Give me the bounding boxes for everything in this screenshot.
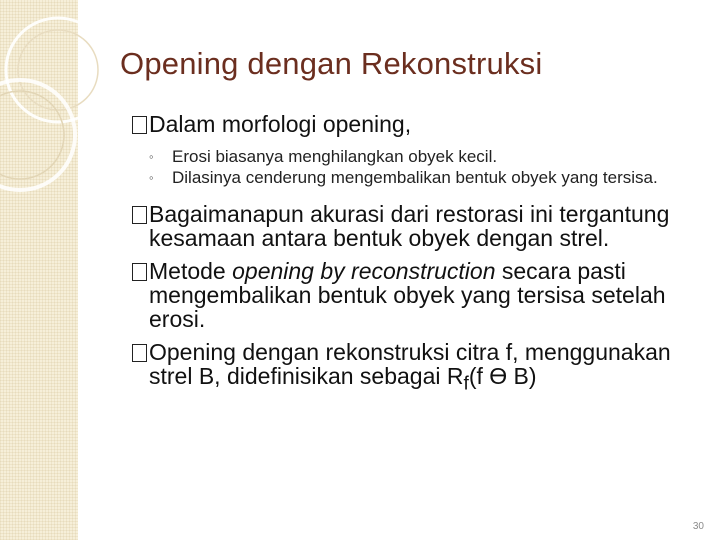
bullet-text-italic: opening by reconstruction xyxy=(232,258,496,284)
sub-bullet-list xyxy=(132,146,692,188)
bullet-box-icon xyxy=(132,206,147,224)
bullet-subscript: f xyxy=(463,373,469,395)
circle-bullet-icon: ◦ xyxy=(149,170,154,185)
sub-bullet-text: Erosi biasanya menghilangkan obyek kecil. xyxy=(172,147,498,166)
bullet-text: Dalam morfologi opening, xyxy=(149,111,412,137)
sub-bullet-text: Dilasinya cenderung mengembalikan bentuk obyek yang tersisa. xyxy=(172,168,658,187)
bullet-text-after: secara pasti mengembalikan bentuk obyek yang tersisa setelah erosi. xyxy=(149,258,666,332)
circle-bullet-icon: ◦ xyxy=(149,149,154,164)
bullet-box-icon xyxy=(132,344,147,362)
bullet-text-main: Opening dengan rekonstruksi citra f, menggunakan strel B, didefinisikan sebagai R xyxy=(149,339,671,389)
bullet-box-icon xyxy=(132,263,147,281)
sub-bullet-dilasi xyxy=(132,167,692,188)
bullet-text-before: Metode xyxy=(149,258,233,284)
slide-content xyxy=(132,112,692,406)
slide-title: Opening dengan Rekonstruksi xyxy=(120,46,543,81)
sub-bullet-erosi xyxy=(132,146,692,167)
page-number: 30 xyxy=(692,521,704,532)
bullet-text-end: (f Ɵ B) xyxy=(468,363,537,389)
bullet-text: Bagaimanapun akurasi dari restorasi ini tergantung kesamaan antara bentuk obyek dengan strel. xyxy=(149,201,670,251)
bullet-opening-rekonstruksi xyxy=(132,340,692,397)
bullet-metode xyxy=(132,259,692,331)
bullet-bagaimanapun xyxy=(132,202,692,250)
bullet-dalam-morfologi xyxy=(132,112,692,136)
bullet-box-icon xyxy=(132,116,147,134)
